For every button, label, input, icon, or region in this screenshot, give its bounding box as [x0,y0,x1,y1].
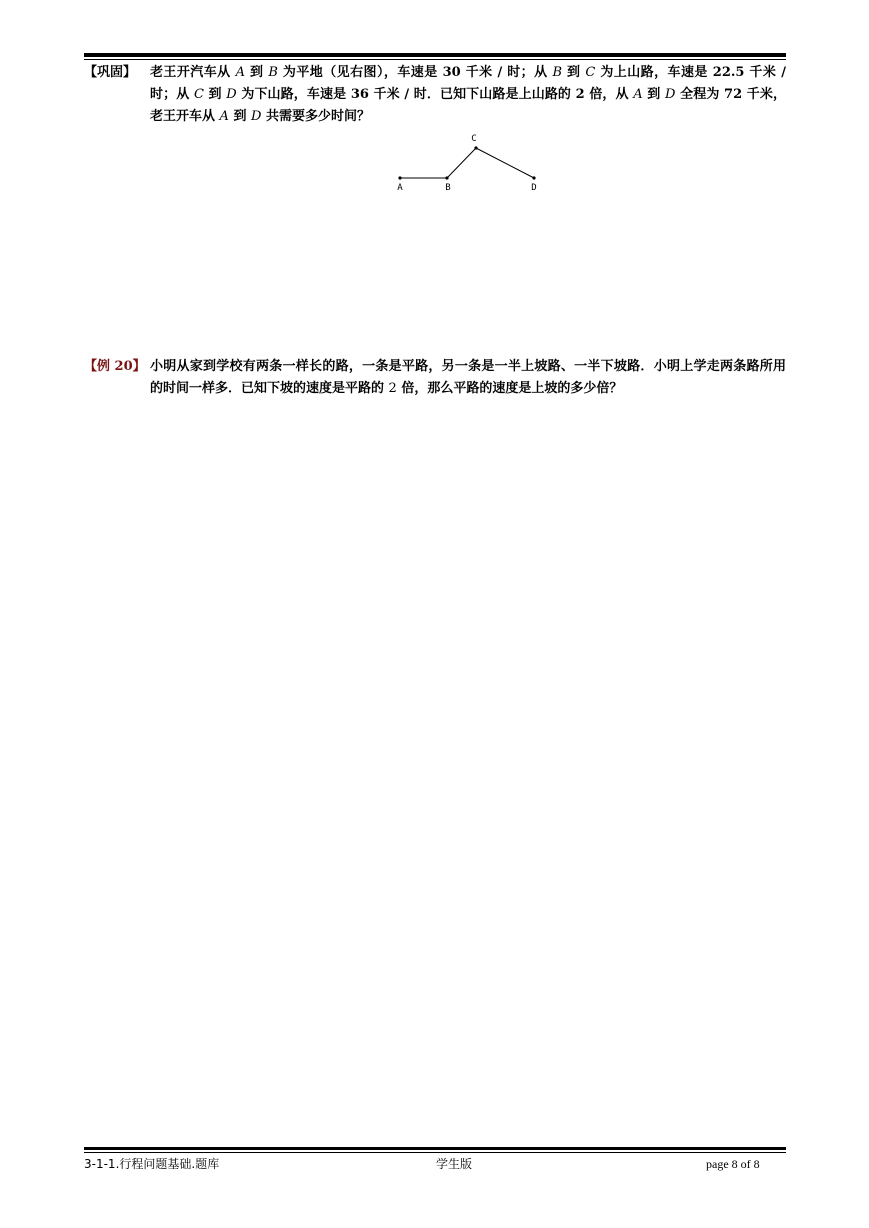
point-a [398,176,401,179]
footer-source: 3-1-1.行程问题基础.题库 [84,1157,220,1171]
road-diagram [390,128,550,198]
footer-rule-thick [84,1147,786,1150]
footer-edition: 学生版 [436,1157,473,1171]
footer-rule-thin [84,1152,786,1153]
downhill-road-segment [476,148,534,178]
point-b [445,176,448,179]
problem-consolidation [84,62,786,128]
label-b: B [445,183,451,193]
uphill-road-segment [447,148,476,178]
problem-text: 老王开汽车从 A 到 B 为平地（见右图），车速是 30 千米 / 时；从 B 到 C 为上山路，车速是 22.5 千米 / 时；从 C 到 D 为下山路，车速是 36 千米 / 时．已知下山路是上山路的 2 倍，从 A 到 D 全程为 72 千米，老王开车从 A 到 D 共需要多少时间？ [150,65,787,124]
problem-text: 小明从家到学校有两条一样长的路，一条是平路，另一条是一半上坡路、一半下坡路．小明上学走两条路所用的时间一样多．已知下坡的速度是平路的 2 倍，那么平路的速度是上坡的多少倍？ [150,359,786,396]
header-rule-thin [84,59,786,60]
label-c: C [471,134,477,144]
label-a: A [397,183,403,193]
footer-page-number: page 8 of 8 [706,1157,760,1171]
point-c [474,146,477,149]
problem-tag: 【巩固】 [84,65,137,80]
problem-tag: 【例 20】 [84,359,146,374]
label-d: D [531,183,537,193]
problem-example-20 [84,356,786,400]
header-rule-thick [84,53,786,57]
point-d [532,176,535,179]
